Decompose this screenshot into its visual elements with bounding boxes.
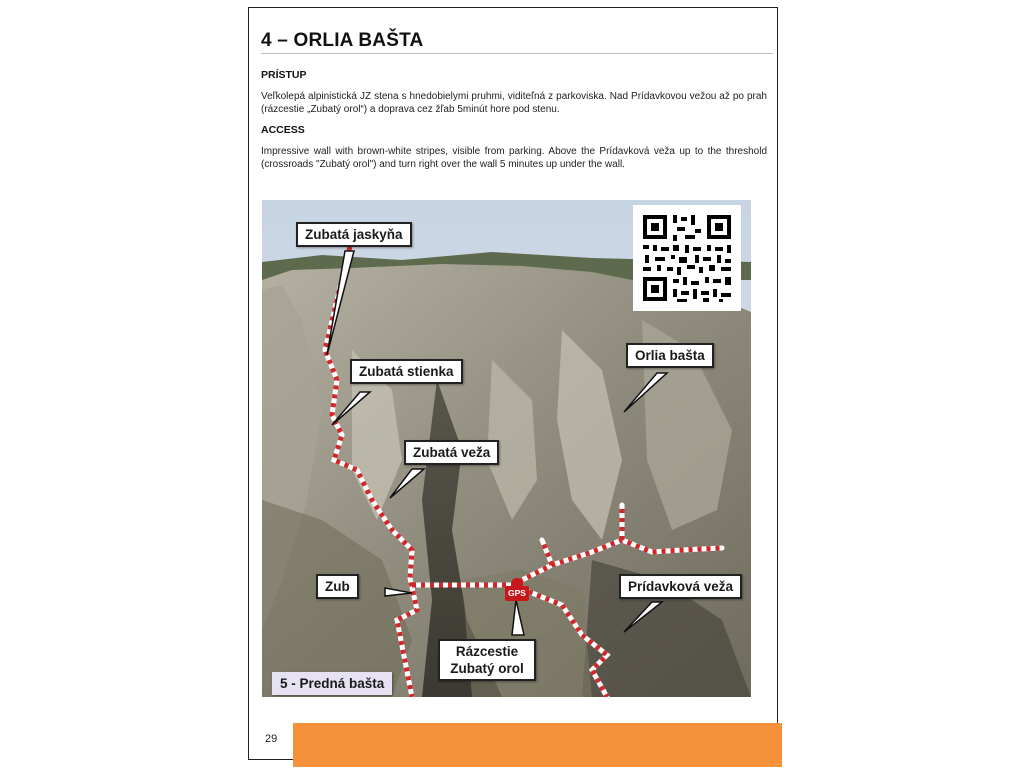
section-text-access: Impressive wall with brown-white stripes, visible from parking. Above the Prídavková veža up to the threshold (crossroads "Zubatý orol") and turn right over the wall 5 minutes up under the wall. [261, 146, 767, 170]
label-predna-basta: 5 - Predná bašta [272, 672, 392, 695]
page-number: 29 [265, 733, 278, 745]
qr-code[interactable] [633, 205, 741, 311]
section-heading-pristup: PRÍSTUP [261, 69, 307, 81]
footer-accent-bar [293, 723, 782, 767]
label-orlia-basta: Orlia bašta [626, 343, 714, 368]
label-pridavkova-veza: Prídavková veža [619, 574, 742, 599]
label-razcestie-zubaty-orol: Rázcestie Zubatý orol [438, 639, 536, 681]
guidebook-page [248, 7, 778, 760]
label-zub: Zub [316, 574, 359, 599]
label-zubata-veza: Zubatá veža [404, 440, 499, 465]
page-title: 4 – ORLIA BAŠTA [261, 30, 424, 51]
label-zubata-jaskyna: Zubatá jaskyňa [296, 222, 412, 247]
qr-code-icon [633, 205, 741, 311]
title-divider [261, 53, 773, 54]
topo-photo [262, 200, 751, 697]
section-heading-access: ACCESS [261, 124, 305, 136]
label-zubata-stienka: Zubatá stienka [350, 359, 463, 384]
gps-marker: GPS [505, 586, 529, 601]
section-text-pristup: Veľkolepá alpinistická JZ stena s hnedobielymi pruhmi, viditeľná z parkoviska. Nad Prídavkovou vežou až po prah (rázcestie „Zubatý orol“) a doprava cez žľab 5minút hore pod stenu. [261, 91, 767, 115]
